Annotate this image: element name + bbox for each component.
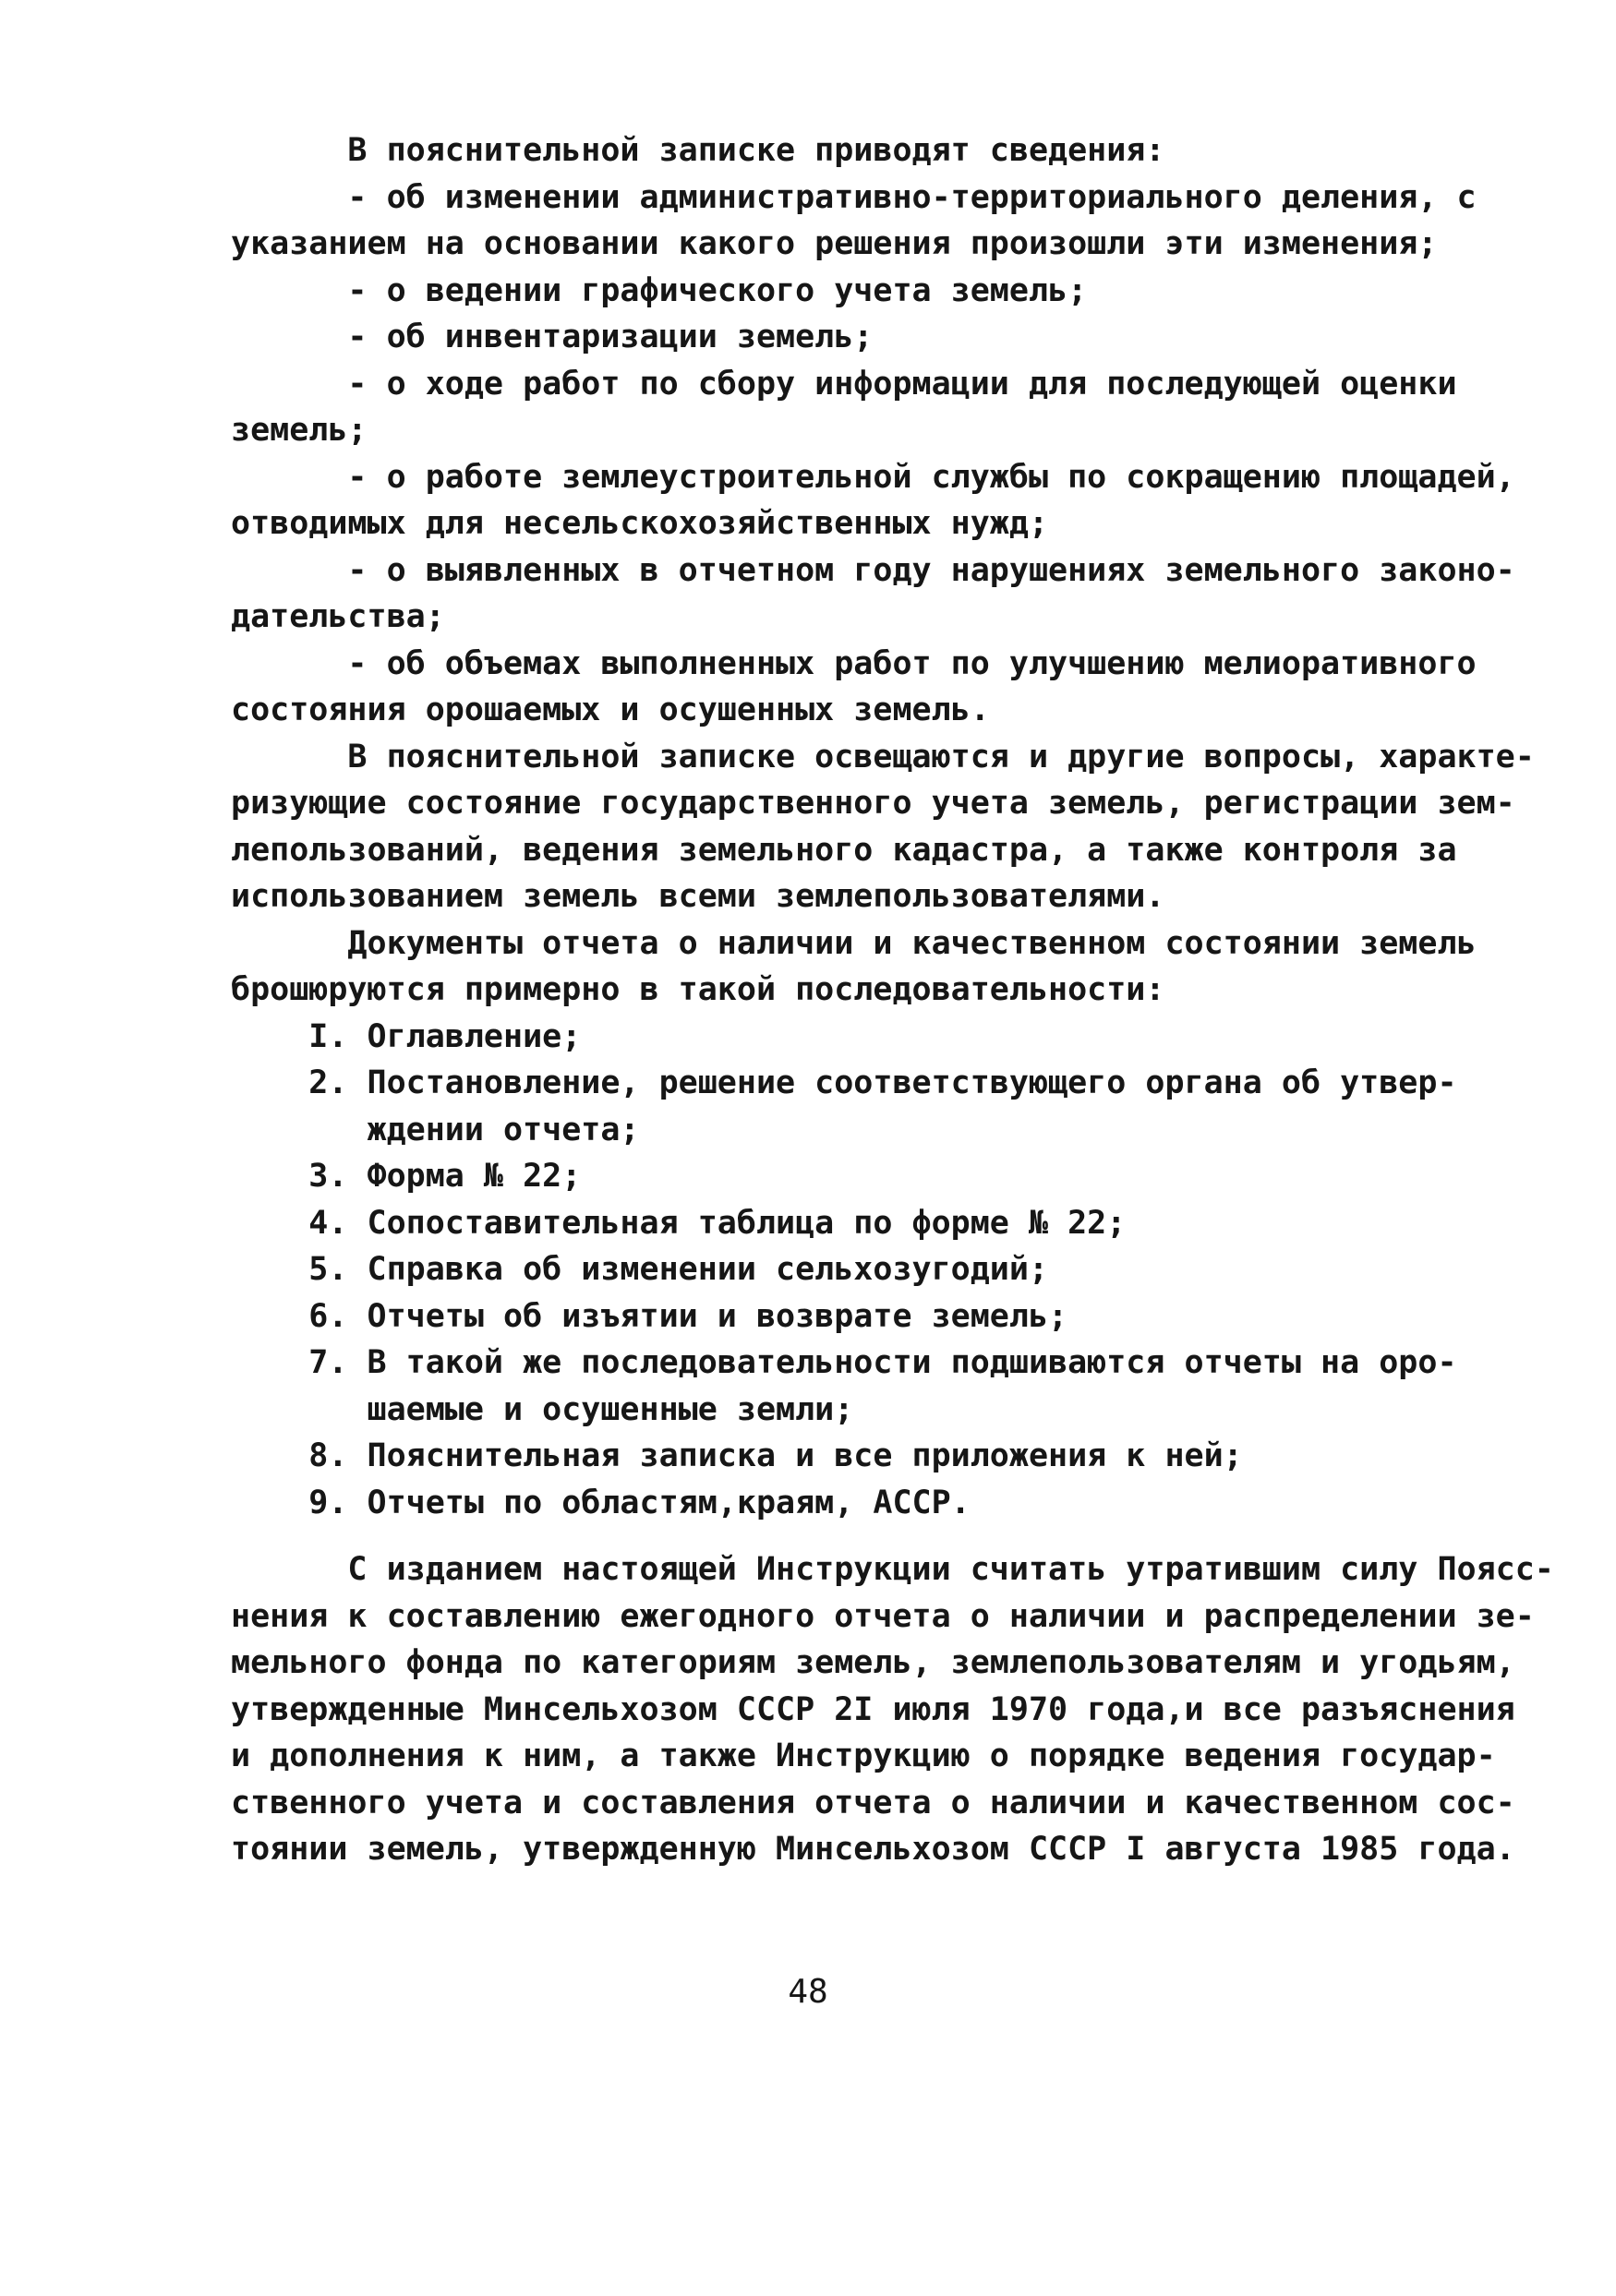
text-line: В пояснительной записке приводят сведения:: [231, 132, 1165, 169]
text-line: лепользований, ведения земельного кадастра, а также контроля за: [231, 831, 1457, 869]
text-line: - о выявленных в отчетном году нарушениях земельного законо-: [231, 551, 1515, 589]
text-line: ризующие состояние государственного учета земель, регистрации зем-: [231, 785, 1515, 822]
text-line: - о работе землеустроительной службы по сокращению площадей,: [231, 458, 1515, 496]
text-line: С изданием настоящей Инструкции считать утратившим силу Поясс-: [231, 1551, 1554, 1588]
text-line: В пояснительной записке освещаются и другие вопросы, характе-: [231, 738, 1535, 775]
list-item: 3. Форма № 22;: [231, 1158, 582, 1195]
text-line: ственного учета и составления отчета о наличии и качественном сос-: [231, 1784, 1515, 1821]
text-line: утвержденные Минсельхозом СССР 2I июля 1970 года,и все разъяснения: [231, 1690, 1515, 1728]
text-line: - об изменении административно-территориального деления, с: [231, 178, 1477, 216]
text-line: Документы отчета о наличии и качественном состоянии земель: [231, 924, 1477, 962]
list-item: 7. В такой же последовательности подшиваются отчеты на оро-: [231, 1344, 1457, 1381]
intro-paragraph: [231, 127, 1535, 1526]
list-item: 8. Пояснительная записка и все приложения к ней;: [231, 1437, 1243, 1474]
list-item: I. Оглавление;: [231, 1017, 582, 1055]
text-line: брошюруются примерно в такой последовательности:: [231, 971, 1165, 1008]
list-item: 5. Справка об изменении сельхозугодий;: [231, 1251, 1049, 1288]
text-line: дательства;: [231, 598, 445, 635]
text-line: - об инвентаризации земель;: [231, 319, 874, 355]
text-line: указанием на основании какого решения произошли эти изменения;: [231, 225, 1438, 262]
text-line: и дополнения к ним, а также Инструкцию о порядке ведения государ-: [231, 1737, 1496, 1774]
list-item: 2. Постановление, решение соответствующего органа об утвер-: [231, 1064, 1457, 1101]
list-item: шаемые и осушенные земли;: [231, 1390, 854, 1428]
page-number: 48: [788, 1973, 828, 2011]
final-paragraph: [231, 1546, 1554, 1873]
list-item: 6. Отчеты об изъятии и возврате земель;: [231, 1297, 1068, 1335]
text-line: нения к составлению ежегодного отчета о наличии и распределении зе-: [231, 1597, 1535, 1635]
text-line: использованием земель всеми землепользователями.: [231, 878, 1165, 915]
list-item: 4. Сопоставительная таблица по форме № 22;: [231, 1204, 1127, 1242]
text-line: - о ведении графического учета земель;: [231, 271, 1088, 309]
text-line: - о ходе работ по сбору информации для последующей оценки: [231, 365, 1457, 403]
list-item: ждении отчета;: [231, 1111, 640, 1148]
text-line: земель;: [231, 412, 368, 449]
text-line: - об объемах выполненных работ по улучшению мелиоративного: [231, 644, 1477, 682]
paragraph-gap: [231, 1526, 1459, 1546]
text-line: состояния орошаемых и осушенных земель.: [231, 691, 990, 728]
document-body: [231, 127, 1554, 1873]
text-line: мельного фонда по категориям земель, землепользователям и угодьям,: [231, 1644, 1515, 1681]
text-line: отводимых для несельскохозяйственных нужд;: [231, 505, 1049, 542]
list-item: 9. Отчеты по областям,краям, АССР.: [231, 1484, 971, 1521]
text-line: тоянии земель, утвержденную Минсельхозом СССР I августа 1985 года.: [231, 1831, 1515, 1868]
